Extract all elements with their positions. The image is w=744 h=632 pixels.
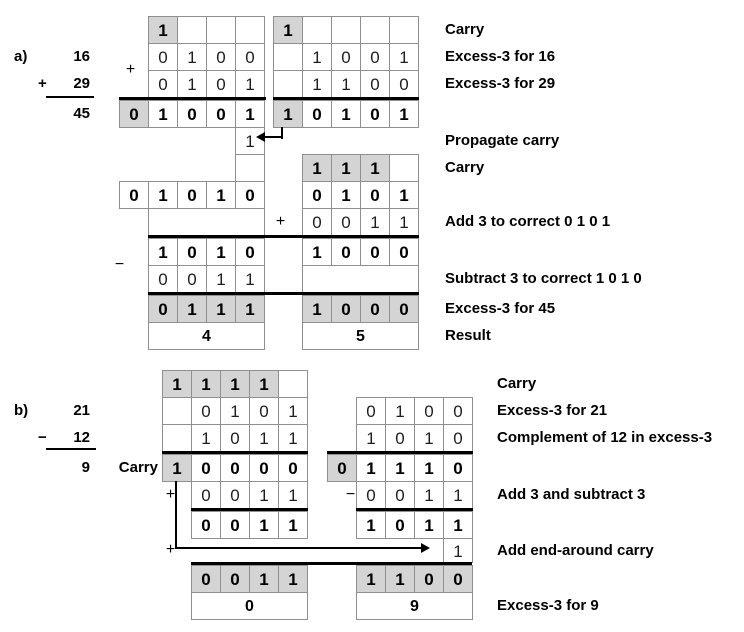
b-complement-12-left-cell: 0 <box>220 424 250 452</box>
a-corrected-right-cell: 1 <box>302 238 332 266</box>
end-around-carry-arrow-segment-1 <box>175 547 421 549</box>
a-excess3-16-right-cell: 1 <box>302 43 332 71</box>
a-corrected-sum-left-cell: 0 <box>177 181 207 209</box>
example-a-operator: + <box>38 75 47 92</box>
a-sum-row-left-cell: 1 <box>148 100 178 128</box>
b-excess3-9-right-cell: 0 <box>414 565 444 593</box>
a-add3-row-right-cell: 0 <box>302 208 332 236</box>
a-excess3-45-right-cell: 0 <box>360 295 390 323</box>
a-label-add3: Add 3 to correct 0 1 0 1 <box>445 213 611 230</box>
a-excess3-16-left-cell: 0 <box>148 43 178 71</box>
b-label-end-around: Add end-around carry <box>497 541 654 559</box>
b-carry-row-left-cell: 1 <box>220 370 250 398</box>
a-correction-rule <box>148 235 419 238</box>
b-add3-left-cell: 0 <box>220 481 250 509</box>
b-complement-12-left-cell: 1 <box>278 424 308 452</box>
a-carry2-row-right-cell: 1 <box>302 154 332 182</box>
a-label-propagate-carry: Propagate carry <box>445 132 560 149</box>
a-excess3-29-right-cell: 1 <box>302 70 332 98</box>
a-corrected-sum-left-cell: 1 <box>148 181 178 209</box>
a-carry-row-left-cell <box>206 16 236 44</box>
a-carry-row-left-cell <box>235 16 265 44</box>
b-subtract3-right-cell: 1 <box>443 481 473 509</box>
a-excess3-45-left-cell: 1 <box>235 295 265 323</box>
a-result-right-cell: 5 <box>302 322 419 350</box>
b-excess3-9-left-cell: 0 <box>191 565 221 593</box>
a-minuend-left-cell: 0 <box>235 238 265 266</box>
a-label-excess3-29: Excess-3 for 29 <box>445 75 556 92</box>
b-sum-row-right-cell: 0 <box>327 454 357 482</box>
a-subtract3-left-cell: 0 <box>148 265 178 293</box>
b-excess3-21-left-cell: 0 <box>191 397 221 425</box>
b-result-left-cell: 0 <box>191 592 308 620</box>
a-sum-row-right-cell: 1 <box>389 100 419 128</box>
b-corrected-left-cell: 0 <box>220 511 250 539</box>
b-excess3-21-left-cell <box>162 397 192 425</box>
example-b-operand-top: 21 <box>73 402 90 419</box>
a-corrected-sum-left-cell: 0 <box>119 181 149 209</box>
a-sum-row-left-cell: 0 <box>177 100 207 128</box>
a-minuend-left-cell: 1 <box>148 238 178 266</box>
b-label-excess3-21: Excess-3 for 21 <box>497 402 608 419</box>
b-sum-row-right-cell: 0 <box>443 454 473 482</box>
example-b-operator: − <box>38 429 47 446</box>
a-add3-row-right-cell: 0 <box>331 208 361 236</box>
a-result-rule <box>148 292 419 295</box>
a-propagate-spacer-cell-cell <box>235 154 265 182</box>
b-sum-row-right-cell: 1 <box>414 454 444 482</box>
b-subtract3-right-cell: 0 <box>385 481 415 509</box>
b-correction-rule-right <box>356 508 473 511</box>
b-end-around-plus-sign: + <box>165 541 176 558</box>
b-excess3-21-right-cell: 0 <box>414 397 444 425</box>
a-sum-row-left-cell: 1 <box>235 100 265 128</box>
b-complement-12-left-cell: 1 <box>191 424 221 452</box>
b-carry-row-left-cell: 1 <box>191 370 221 398</box>
a-add3-row-right-cell: 1 <box>389 208 419 236</box>
propagate-carry-arrow-head <box>256 132 265 142</box>
b-carry-row-left-cell <box>278 370 308 398</box>
a-corrected-sum-left-cell: 1 <box>206 181 236 209</box>
a-sum-row-right-cell: 0 <box>360 100 390 128</box>
example-a-operand-top: 16 <box>73 48 90 65</box>
a-propagate-carry-cell-cell: 1 <box>235 127 265 155</box>
example-a-decimal-result: 45 <box>73 105 90 122</box>
b-sum-row-left-cell: 0 <box>278 454 308 482</box>
a-result-left-cell: 4 <box>148 322 265 350</box>
b-sum-row-left-cell: 1 <box>162 454 192 482</box>
a-add3-row-right-cell: 1 <box>360 208 390 236</box>
b-complement-12-right-cell: 0 <box>385 424 415 452</box>
b-complement-12-right-cell: 0 <box>443 424 473 452</box>
a-subtract3-left-cell: 1 <box>235 265 265 293</box>
a-label-carry-1: Carry <box>445 21 485 38</box>
b-excess3-21-right-cell: 0 <box>356 397 386 425</box>
a-sum-digit-right-cell: 1 <box>331 181 361 209</box>
b-excess3-9-left-cell: 1 <box>278 565 308 593</box>
a-sum-rule-right <box>273 97 419 100</box>
b-subtract3-minus-sign: − <box>345 485 356 503</box>
a-sum-row-right-cell: 1 <box>273 100 303 128</box>
a-corrected-right-cell: 0 <box>360 238 390 266</box>
b-excess3-9-left-cell: 0 <box>220 565 250 593</box>
a-excess3-29-left-cell: 0 <box>206 70 236 98</box>
a-sum-digit-right-cell: 0 <box>302 181 332 209</box>
a-carry-row-left-cell: 1 <box>148 16 178 44</box>
a-corrected-sum-left-cell: 0 <box>235 181 265 209</box>
b-label-carry: Carry <box>497 375 537 392</box>
b-complement-12-right-cell: 1 <box>356 424 386 452</box>
end-around-carry-arrow-head <box>421 543 430 553</box>
a-carry-row-right-cell <box>360 16 390 44</box>
b-sum-row-left-cell: 0 <box>249 454 279 482</box>
a-excess3-45-left-cell: 1 <box>206 295 236 323</box>
b-corrected-right-cell: 1 <box>414 511 444 539</box>
a-carry-row-right-cell <box>389 16 419 44</box>
a-carry2-row-right-cell: 1 <box>331 154 361 182</box>
a-label-result: Result <box>445 327 491 344</box>
a-minuend-left-cell: 0 <box>177 238 207 266</box>
a-corrected-right-cell: 0 <box>331 238 361 266</box>
a-add3-plus-sign: + <box>275 212 286 230</box>
b-add3-plus-sign: + <box>165 485 176 503</box>
a-carry-row-right-cell: 1 <box>273 16 303 44</box>
end-around-carry-arrow-segment-0 <box>175 481 177 549</box>
a-subtract3-left-cell: 1 <box>206 265 236 293</box>
a-sum-row-right-cell: 0 <box>302 100 332 128</box>
b-corrected-right-cell: 1 <box>443 511 473 539</box>
a-carry-row-right-cell <box>302 16 332 44</box>
a-carry2-row-right-cell <box>389 154 419 182</box>
a-excess3-29-right-cell: 1 <box>331 70 361 98</box>
a-excess3-45-left-cell: 1 <box>177 295 207 323</box>
b-result-rule <box>191 562 472 565</box>
a-excess3-29-left-cell: 1 <box>177 70 207 98</box>
example-a-operand-bottom: 29 <box>73 75 90 92</box>
a-excess3-29-right-cell: 0 <box>360 70 390 98</box>
a-sum-row-left-cell: 0 <box>206 100 236 128</box>
propagate-carry-arrow-segment-1 <box>264 136 283 138</box>
a-empty-span-right-cell <box>302 265 419 293</box>
b-excess3-21-left-cell: 1 <box>278 397 308 425</box>
a-minuend-left-cell: 1 <box>206 238 236 266</box>
b-carry-out-label: Carry <box>118 459 158 476</box>
b-carry-row-left-cell: 1 <box>162 370 192 398</box>
b-label-complement-12: Complement of 12 in excess-3 <box>497 429 713 446</box>
b-sum-row-left-cell: 0 <box>191 454 221 482</box>
b-corrected-left-cell: 0 <box>191 511 221 539</box>
a-excess3-29-left-cell: 1 <box>235 70 265 98</box>
b-sum-rule-right <box>327 451 473 454</box>
a-excess3-16-left-cell: 0 <box>235 43 265 71</box>
b-carry-row-left-cell: 1 <box>249 370 279 398</box>
b-excess3-9-right-cell: 1 <box>385 565 415 593</box>
b-label-add3-subtract3: Add 3 and subtract 3 <box>497 486 646 503</box>
b-add3-left-cell: 1 <box>249 481 279 509</box>
b-complement-12-left-cell: 1 <box>249 424 279 452</box>
a-excess3-45-right-cell: 1 <box>302 295 332 323</box>
b-sum-row-right-cell: 1 <box>356 454 386 482</box>
a-excess3-29-left-cell: 0 <box>148 70 178 98</box>
b-excess3-9-right-cell: 1 <box>356 565 386 593</box>
a-sum-digit-right-cell: 0 <box>360 181 390 209</box>
example-b-operand-bottom: 12 <box>73 429 90 446</box>
b-label-excess3-9: Excess-3 for 9 <box>497 597 599 614</box>
b-excess3-21-right-cell: 1 <box>385 397 415 425</box>
b-corrected-right-cell: 1 <box>356 511 386 539</box>
a-excess3-29-right-cell: 0 <box>389 70 419 98</box>
a-excess3-16-right-cell <box>273 43 303 71</box>
b-subtract3-right-cell: 1 <box>414 481 444 509</box>
b-complement-12-right-cell: 1 <box>414 424 444 452</box>
example-a-tag: a) <box>14 48 28 65</box>
b-subtract3-right-cell: 0 <box>356 481 386 509</box>
a-carry-row-left-cell <box>177 16 207 44</box>
a-corrected-right-cell: 0 <box>389 238 419 266</box>
b-add3-left-cell: 0 <box>191 481 221 509</box>
a-excess3-16-right-cell: 1 <box>389 43 419 71</box>
a-excess3-16-left-cell: 1 <box>177 43 207 71</box>
a-excess3-45-right-cell: 0 <box>389 295 419 323</box>
b-sum-row-right-cell: 1 <box>385 454 415 482</box>
b-complement-12-left-cell <box>162 424 192 452</box>
b-excess3-9-left-cell: 1 <box>249 565 279 593</box>
a-sum-digit-right-cell: 1 <box>389 181 419 209</box>
a-label-carry-2: Carry <box>445 159 485 176</box>
example-b-tag: b) <box>14 402 29 419</box>
a-empty-span-left-cell <box>148 208 265 236</box>
a-excess3-29-right-cell <box>273 70 303 98</box>
b-end-around-carry-cell-cell: 1 <box>443 538 473 563</box>
a-sum-row-left-cell: 0 <box>119 100 149 128</box>
b-excess3-9-right-cell: 0 <box>443 565 473 593</box>
b-sum-rule-left <box>162 451 308 454</box>
a-excess3-45-right-cell: 0 <box>331 295 361 323</box>
b-corrected-right-cell: 0 <box>385 511 415 539</box>
a-subtract3-left-cell: 0 <box>177 265 207 293</box>
a-label-excess3-45: Excess-3 for 45 <box>445 300 556 317</box>
a-carry-row-right-cell <box>331 16 361 44</box>
a-sum-rule-left <box>119 97 266 100</box>
a-sum-row-right-cell: 1 <box>331 100 361 128</box>
a-plus-sign: + <box>125 61 136 78</box>
b-correction-rule-left <box>191 508 308 511</box>
a-label-subtract3: Subtract 3 to correct 1 0 1 0 <box>445 270 642 287</box>
a-excess3-16-left-cell: 0 <box>206 43 236 71</box>
a-excess3-16-right-cell: 0 <box>331 43 361 71</box>
a-minus-sign: − <box>114 256 125 273</box>
a-excess3-45-left-cell: 0 <box>148 295 178 323</box>
b-corrected-left-cell: 1 <box>278 511 308 539</box>
b-excess3-21-right-cell: 0 <box>443 397 473 425</box>
example-b-decimal-result: 9 <box>81 459 90 476</box>
b-corrected-left-cell: 1 <box>249 511 279 539</box>
b-excess3-21-left-cell: 0 <box>249 397 279 425</box>
a-excess3-16-right-cell: 0 <box>360 43 390 71</box>
b-result-right-cell: 9 <box>356 592 473 620</box>
a-label-excess3-16: Excess-3 for 16 <box>445 48 556 65</box>
b-add3-left-cell: 1 <box>278 481 308 509</box>
b-excess3-21-left-cell: 1 <box>220 397 250 425</box>
b-sum-row-left-cell: 0 <box>220 454 250 482</box>
a-carry2-row-right-cell: 1 <box>360 154 390 182</box>
